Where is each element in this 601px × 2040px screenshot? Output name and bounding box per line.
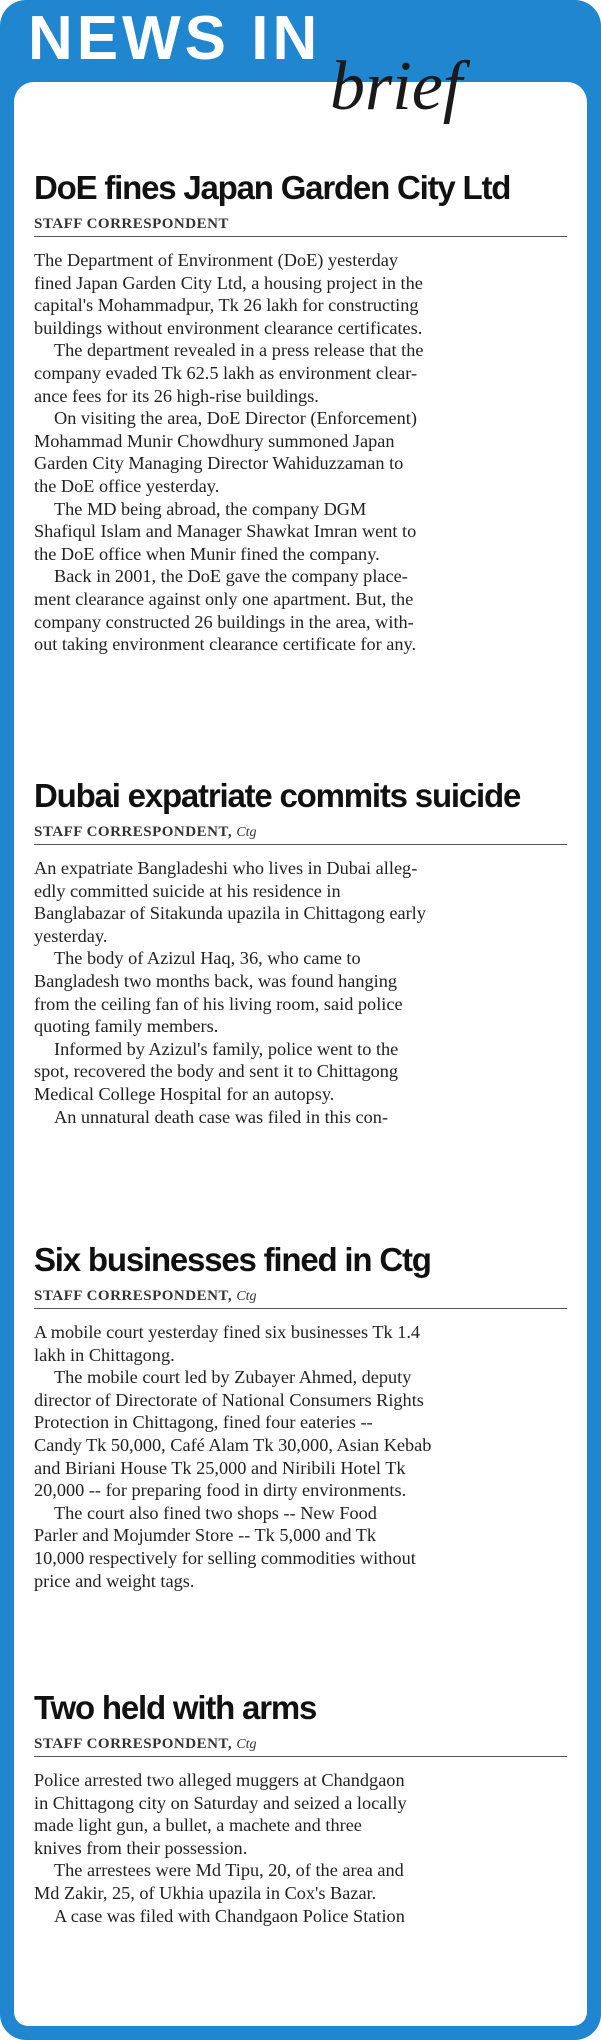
byline-location: Ctg: [236, 1289, 257, 1304]
story-byline: [34, 1288, 567, 1309]
paragraph: On visiting the area, DoE Director (Enforcement) Mohammad Munir Chowdhury summoned Japan Garden City Managing Director Wahiduzzaman to the DoE office yesterday.: [34, 408, 417, 496]
story-two-held: [34, 1688, 567, 1927]
section-title: NEWS IN: [28, 4, 322, 73]
paragraph: The MD being abroad, the company DGM Shafiqul Islam and Manager Shawkat Imran went to the DoE office when Munir fined the company.: [34, 498, 417, 564]
byline-text: STAFF CORRESPONDENT: [34, 216, 229, 232]
paragraph: The arrestees were Md Tipu, 20, of the area and Md Zakir, 25, of Ukhia upazila in Cox's Bazar.: [34, 1860, 404, 1903]
paragraph: The body of Azizul Haq, 36, who came to Bangladesh two months back, was found hanging from the ceiling fan of his living room, said police quoting family members.: [34, 948, 403, 1037]
paragraph: The department revealed in a press release that the company evaded Tk 62.5 lakh as environment clear- ance fees for its 26 high-rise buildings.: [34, 340, 424, 406]
paragraph: An unnatural death case was filed in this con-: [54, 1106, 389, 1127]
paragraph: Police arrested two alleged muggers at Chandgaon in Chittagong city on Saturday and seized a locally made light gun, a bullet, a machete and three knives from their possession.: [34, 1770, 407, 1858]
story-body: [34, 857, 567, 1128]
byline-text: STAFF CORRESPONDENT,: [34, 824, 233, 840]
story-doe-fines: [34, 168, 567, 656]
paragraph: The mobile court led by Zubayer Ahmed, deputy director of Directorate of National Consumers Rights Protection in Chittagong, fined four eateries -- Candy Tk 50,000, Café Alam Tk 30,000, Asian Kebab and Biriani House Tk 25,000 and Niribili Hotel Tk 20,000 -- for preparing food in dirty environments.: [34, 1367, 432, 1501]
paragraph: The court also fined two shops -- New Food Parler and Mojumder Store -- Tk 5,000 and Tk 10,000 respectively for selling commodities without price and weight tags.: [34, 1502, 416, 1591]
byline-text: STAFF CORRESPONDENT,: [34, 1736, 233, 1752]
byline-text: STAFF CORRESPONDENT,: [34, 1288, 233, 1304]
paragraph: An expatriate Bangladeshi who lives in Dubai alleg- edly committed suicide at his residence in Banglabazar of Sitakunda upazila in Chittagong early yesterday.: [34, 858, 426, 946]
byline-location: Ctg: [236, 1737, 257, 1752]
paragraph: Back in 2001, the DoE gave the company place- ment clearance against only one apartment. But, the company constructed 26 buildings in the area, with- out taking environment clearance certificate for any.: [34, 566, 417, 655]
section-subtitle: brief: [330, 48, 463, 125]
story-body: [34, 249, 567, 656]
story-byline: [34, 216, 567, 237]
story-body: [34, 1769, 567, 1927]
story-byline: [34, 824, 567, 845]
story-headline: Two held with arms: [34, 1689, 317, 1726]
paragraph: A case was filed with Chandgaon Police Station: [54, 1905, 405, 1926]
byline-location: Ctg: [236, 825, 257, 840]
story-headline: Six businesses fined in Ctg: [34, 1241, 431, 1278]
story-body: [34, 1321, 567, 1592]
story-headline: Dubai expatriate commits suicide: [34, 777, 521, 814]
news-panel: [14, 82, 587, 2026]
paragraph: A mobile court yesterday fined six businesses Tk 1.4 lakh in Chittagong.: [34, 1322, 421, 1365]
story-byline: [34, 1736, 567, 1757]
paragraph: The Department of Environment (DoE) yesterday fined Japan Garden City Ltd, a housing project in the capital's Mohammadpur, Tk 26 lakh for constructing buildings without environment clearance certificates.: [34, 250, 423, 338]
paragraph: Informed by Azizul's family, police went to the spot, recovered the body and sent it to Chittagong Medical College Hospital for an autopsy.: [34, 1038, 399, 1104]
story-headline: DoE fines Japan Garden City Ltd: [34, 169, 511, 206]
story-six-businesses: [34, 1240, 567, 1592]
story-dubai-expatriate: [34, 776, 567, 1128]
